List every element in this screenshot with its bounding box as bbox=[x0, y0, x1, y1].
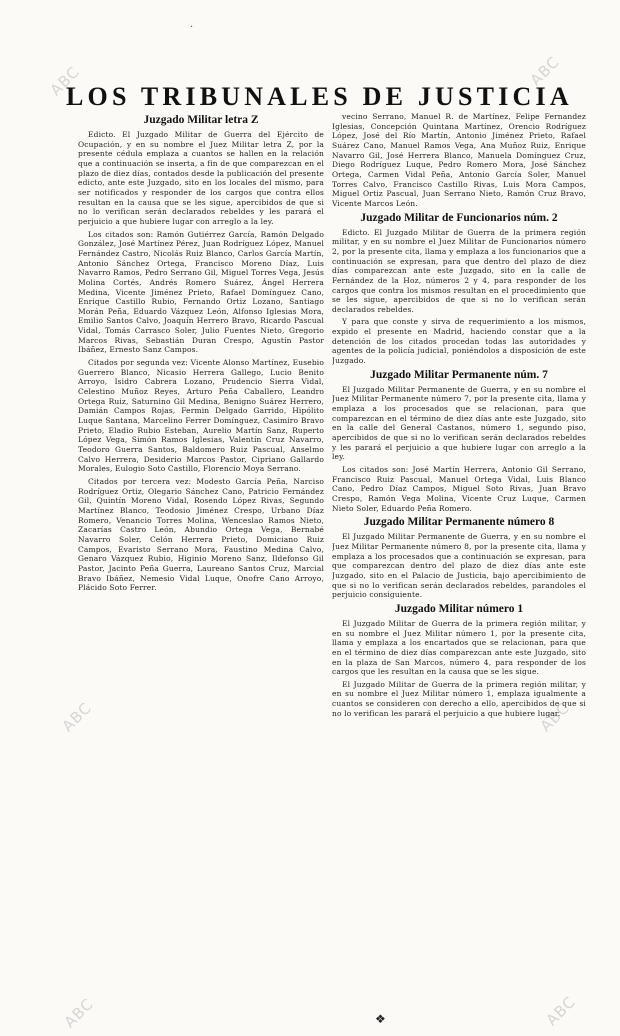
right-column bbox=[332, 112, 586, 1018]
paragraph: Edicto. El Juzgado Militar de Guerra del Ejército de Ocupación, y en su nombre el Juez Militar letra Z, por la presente cédula emplaza a cuantos se hallen en la relación que a continuación se inserta, a fin de que comparezcan en el plazo de diez días, contados desde la publicación del presente edicto, ante este Juzgado, sito en los locales del mismo, para ser notificados y responder de los cargos que contra ellos resultan en la causa que se les sigue, apercibidos de que si no lo verifican serán declarados rebeldes y les parará el perjuicio a que hubiere lugar con arreglo a la ley. bbox=[78, 130, 324, 226]
page-title: LOS TRIBUNALES DE JUSTICIA bbox=[66, 82, 573, 111]
section-title: Juzgado Militar Permanente número 8 bbox=[363, 516, 555, 529]
ornament-icon: ❖ bbox=[375, 1012, 386, 1026]
paragraph: Citados por tercera vez: Modesto García Peña, Narciso Rodríguez Ortiz, Olegario Sánchez Cano, Patricio Fernández Gil, Quintín Moreno Vidal, Rosendo López Rivas, Segundo Martínez Blanco, Teodosio Jiménez Crespo, Urbano Díaz Romero, Venancio Torres Molina, Wenceslao Ramos Nieto, Zacarías Castro León, Abundio Ortega Vega, Bernabé Navarro Soler, Celón Herrera Prieto, Domiciano Ruiz Campos, Evaristo Serrano Mora, Faustino Medina Calvo, Genaro Vázquez Rubio, Higinio Moreno Sanz, Ildefonso Gil Pastor, Jacinto Peña Guerra, Laureano Santos Cruz, Marcial Bravo Ibáñez, Nemesio Vidal Luque, Onofre Cano Arroyo, Plácido Soto Ferrer. bbox=[78, 476, 324, 593]
paragraph: Y para que conste y sirva de requerimiento a los mismos, expido el presente en Madrid, haciendo constar que a la detención de los citados procedan todas las autoridades y agentes de la policía judicial, poniéndolos a disposición de este Juzgado. bbox=[332, 317, 586, 366]
paragraph: Los citados son: José Martín Herrera, Antonio Gil Serrano, Francisco Ruiz Pascual, Manuel Ortega Vidal, Luis Blanco Cano, Pedro Díaz Campos, Miguel Soto Rivas, Juan Bravo Crespo, Ramón Vega Molina, Vicente Cruz Luque, Carmen Nieto Soler, Eduardo Peña Romero. bbox=[332, 465, 586, 513]
paragraph: vecino Serrano, Manuel R. de Martínez, Felipe Fernandez Iglesias, Concepción Quintana Martínez, Orencio Rodríguez López, José del Río Martín, Antonio Jiménez Prieto, Rafael Suárez Cano, Manuel Ramos Vega, Ana Muñoz Ruiz, Enrique Navarro Gil, José Herrera Blanco, Manuela Domínguez Cruz, Diego Rodríguez Luque, Pedro Romero Mora, José Sánchez Ortega, Carmen Vidal Peña, Antonio García Soler, Manuel Torres Calvo, Francisco Castillo Rivas, Luis Mora Campos, Miguel Ortiz Pascual, Juan Serrano Nieto, Ramón Cruz Bravo, Vicente Marcos León. bbox=[332, 112, 586, 208]
section-title: Juzgado Militar letra Z bbox=[143, 114, 259, 126]
watermark: ABC bbox=[542, 992, 580, 1030]
paragraph: Citados por segunda vez: Vicente Alonso Martínez, Eusebio Guerrero Blanco, Nicasio Herrera Gallego, Lucio Benito Arroyo, Isidro Cabrera Lozano, Prudencio Sierra Vidal, Celestino Muñoz Reyes, Arturo Peña Caballero, Leandro Ortega Ruiz, Saturnino Gil Medina, Benigno Suárez Herrero, Damián Campos Rojas, Fermin Delgado Garrido, Hipólito Luque Santana, Marcelino Ferrer Domínguez, Casimiro Bravo Prieto, Eladio Rubio Esteban, Aurelio Martín Sanz, Ruperto López Vega, Simón Ramos Iglesias, Valentín Cruz Navarro, Teodoro Guerra Santos, Baldomero Ruiz Pascual, Anselmo Calvo Herrera, Desiderio Marcos Pastor, Cipriano Gallardo Morales, Eulogio Soto Castillo, Florencio Moya Serrano. bbox=[78, 358, 324, 474]
paragraph: El Juzgado Militar de Guerra de la primera región militar, y en su nombre el Juez Militar número 1, por la presente cita, llama y emplaza a los encartados que se relacionan, para que en el término de diez días comparezcan ante este Juzgado, sito en la plaza de San Marcos, número 4, para responder de los cargos que les resultan en la causa que se les sigue. bbox=[332, 618, 586, 677]
watermark: ABC bbox=[58, 698, 96, 736]
section-title: Juzgado Militar de Funcionarios núm. 2 bbox=[360, 211, 558, 224]
paragraph: El Juzgado Militar Permanente de Guerra, y en su nombre el Juez Militar Permanente número 7, por la presente cita, llama y emplaza a los procesados que se relacionan, para que comparezcan en el término de diez días ante este Juzgado, sito en la calle del General Castanos, número 1, segundo piso, apercibidos de que si no lo verifican serán declarados rebeldes y les parará el perjuicio a que hubiere lugar con arreglo a la ley. bbox=[332, 384, 586, 462]
paragraph: Edicto. El Juzgado Militar de Guerra de la primera región militar, y en su nombre el Juez Militar de Funcionarios número 2, por la presente cita, llama y emplaza a los funcionarios que a continuación se expresan, para que dentro del plazo de diez días comparezcan ante este Juzgado, sito en la calle de Fernández de la Hoz, números 2 y 4, para responder de los cargos que contra los mismos resultan en el procedimiento que se les sigue, apercibidos de que si no lo verifican serán declarados rebeldes. bbox=[332, 227, 586, 314]
watermark: ABC bbox=[46, 62, 84, 100]
watermark: ABC bbox=[60, 994, 98, 1032]
watermark: ABC bbox=[536, 698, 574, 736]
page-mark: · bbox=[190, 22, 194, 33]
paragraph: El Juzgado Militar Permanente de Guerra, y en su nombre el Juez Militar Permanente número 8, por la presente cita, llama y emplaza a los procesados que a continuación se expresan, para que comparezcan dentro del plazo de diez días ante este Juzgado, sito en el Palacio de Justicia, bajo apercibimiento de que si no lo verifican serán declarados rebeldes, parandoles el perjuicio consiguiente. bbox=[332, 532, 586, 600]
left-column bbox=[78, 112, 324, 1018]
paragraph: El Juzgado Militar de Guerra de la primera región militar, y en su nombre el Juez Militar número 1, emplaza igualmente a cuantos se consideren con derecho a ello, apercibidos de que si no lo verifican les parará el perjuicio a que hubiere lugar. bbox=[332, 679, 586, 718]
paragraph: Los citados son: Ramón Gutiérrez García, Ramón Delgado González, José Martínez Pérez, Juan Rodríguez López, Manuel Fernández Castro, Nicolás Ruiz Blanco, Carlos García Martín, Antonio Sánchez Ortega, Francisco Moreno Díaz, Luis Navarro Ramos, Pedro Serrano Gil, Miguel Torres Vega, Jesús Molina Cortés, Andrés Romero Suárez, Ángel Herrera Medina, Vicente Jiménez Prieto, Rafael Domínguez Cano, Enrique Castillo Rubio, Fernando Ortiz Lozano, Santiago Morán Peña, Eduardo Vázquez León, Alfonso Iglesias Mora, Emilio Santos Calvo, Joaquín Herrero Bravo, Ricardo Pascual Vidal, Tomás Carrasco Soler, Julio Fuentes Nieto, Gregorio Marcos Rivas, Sebastián Duran Crespo, Agustín Pastor Ibáñez, Ernesto Sanz Campos. bbox=[78, 229, 324, 355]
section-title: Juzgado Militar número 1 bbox=[394, 602, 524, 615]
section-title: Juzgado Militar Permanente núm. 7 bbox=[370, 368, 548, 381]
watermark: ABC bbox=[526, 52, 564, 90]
